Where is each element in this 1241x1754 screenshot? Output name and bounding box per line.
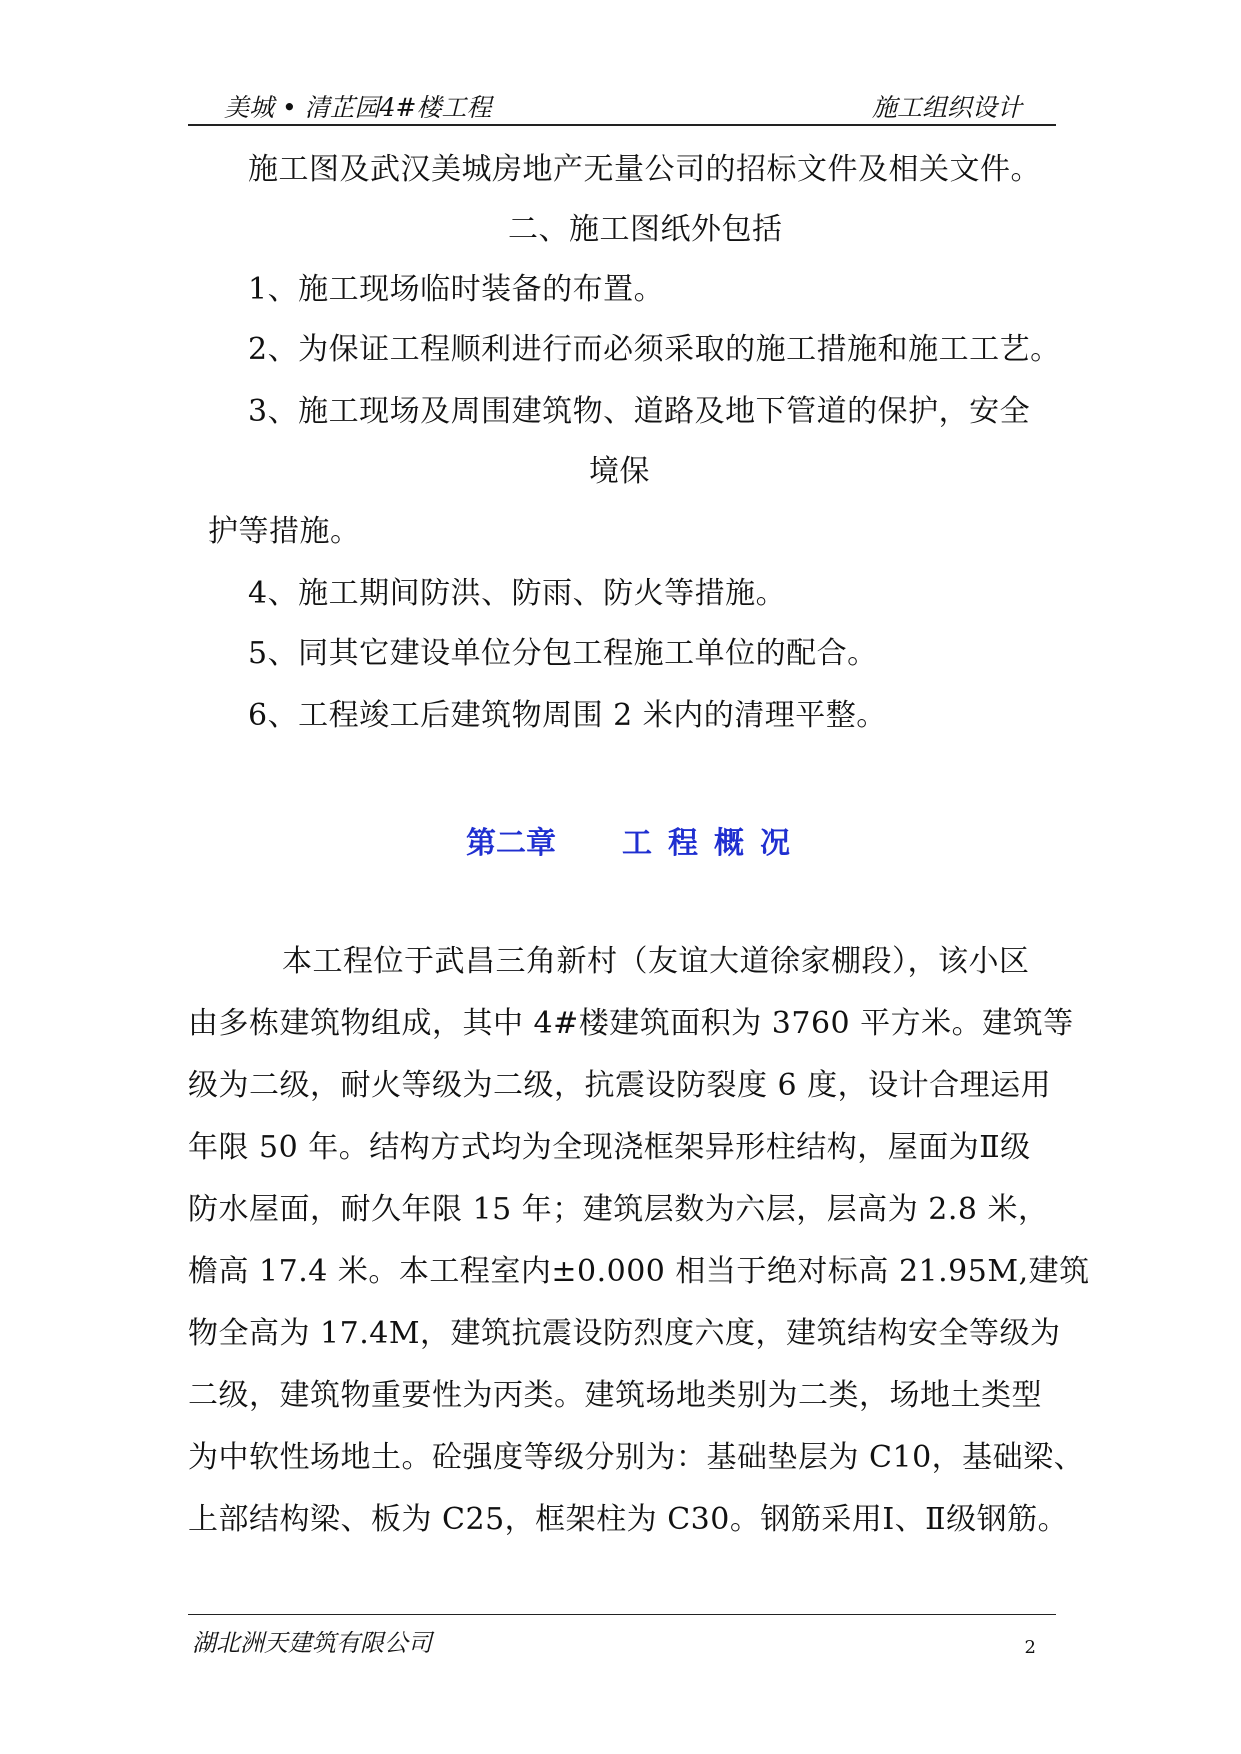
page-header [188,86,1056,126]
header-project-title: 美城 • 清芷园4#楼工程 [224,93,492,122]
list-item: 1、施工现场临时装备的布置。 [248,272,665,307]
chapter-title: 工程概况 [622,826,806,861]
header-document-type: 施工组织设计 [871,93,1022,122]
list-item: 4、施工期间防洪、防雨、防火等措施。 [248,576,787,611]
list-item: 2、为保证工程顺利进行而必须采取的施工措施和施工工艺。 [248,332,1061,367]
paragraph-line: 二级，建筑物重要性为丙类。建筑场地类别为二类，场地土类型 [188,1378,1042,1413]
page-number: 2 [1024,1637,1036,1658]
paragraph-line: 防水屋面，耐久年限 15 年；建筑层数为六层，层高为 2.8 米， [188,1192,1049,1227]
text-line: 施工图及武汉美城房地产无量公司的招标文件及相关文件。 [248,152,1041,187]
text-line: 境保 [589,454,650,489]
list-item: 6、工程竣工后建筑物周围 2 米内的清理平整。 [248,698,887,733]
text-line: 护等措施。 [208,514,361,549]
section-heading: 二、施工图纸外包括 [508,212,783,247]
chapter-number: 第二章 [466,826,556,861]
paragraph-line: 本工程位于武昌三角新村（友谊大道徐家棚段），该小区 [282,944,1030,979]
list-item: 3、施工现场及周围建筑物、道路及地下管道的保护，安全 [248,394,1031,429]
paragraph-line: 檐高 17.4 米。本工程室内±0.000 相当于绝对标高 21.95M,建筑 [188,1254,1090,1289]
chapter-heading [466,818,806,862]
paragraph-line: 年限 50 年。结构方式均为全现浇框架异形柱结构，屋面为Ⅱ级 [188,1130,1031,1165]
footer-company-name: 湖北洲天建筑有限公司 [192,1629,432,1657]
paragraph-line: 级为二级，耐火等级为二级，抗震设防裂度 6 度，设计合理运用 [188,1068,1052,1103]
page-footer [188,1614,1056,1658]
paragraph-line: 上部结构梁、板为 C25，框架柱为 C30。钢筋采用Ⅰ、Ⅱ级钢筋。 [188,1502,1069,1537]
paragraph-line: 物全高为 17.4M，建筑抗震设防烈度六度，建筑结构安全等级为 [188,1316,1061,1351]
list-item: 5、同其它建设单位分包工程施工单位的配合。 [248,636,878,671]
paragraph-line: 为中软性场地土。砼强度等级分别为：基础垫层为 C10，基础梁、 [188,1440,1085,1475]
paragraph-line: 由多栋建筑物组成，其中 4#楼建筑面积为 3760 平方米。建筑等 [188,1006,1074,1041]
